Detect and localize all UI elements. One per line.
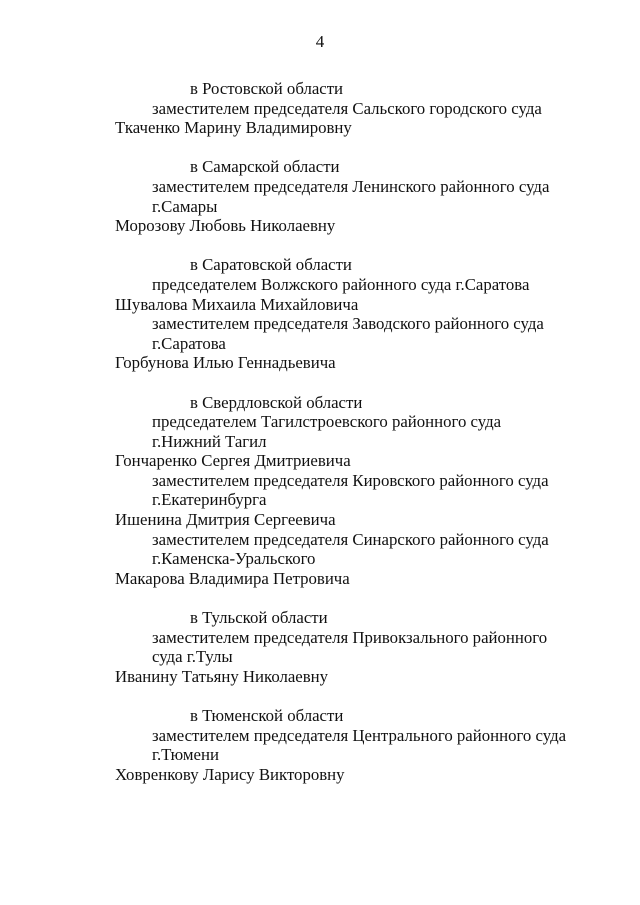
position-line: заместителем председателя Кировского районного суда (152, 470, 549, 490)
region-heading: в Саратовской области (190, 255, 352, 275)
position-line: г.Нижний Тагил (152, 431, 267, 451)
section-gap (0, 138, 640, 158)
region-section (0, 255, 640, 373)
appointment-entry (0, 412, 640, 471)
person-name: Макарова Владимира Петровича (115, 568, 350, 588)
region-section (0, 79, 640, 138)
appointment-entry (0, 628, 640, 687)
position-line: суда г.Тулы (152, 647, 233, 667)
person-name: Иванину Татьяну Николаевну (115, 666, 329, 686)
person-name: Шувалова Михаила Михайловича (115, 294, 359, 314)
appointment-entry (0, 177, 640, 236)
section-gap (0, 686, 640, 706)
region-section (0, 608, 640, 686)
region-section (0, 393, 640, 589)
appointment-entry (0, 530, 640, 589)
position-line: г.Каменска-Уральского (152, 549, 316, 569)
person-name: Морозову Любовь Николаевну (115, 216, 336, 236)
region-heading: в Ростовской области (190, 79, 344, 98)
section-gap (0, 373, 640, 393)
section-gap (0, 588, 640, 608)
person-name: Ишенина Дмитрия Сергеевича (115, 510, 336, 530)
appointment-entry (0, 99, 640, 138)
position-line: заместителем председателя Заводского районного суда (152, 314, 544, 334)
appointment-entry (0, 726, 640, 785)
region-section (0, 706, 640, 784)
person-name: Горбунова Илью Геннадьевича (115, 353, 336, 373)
person-name: Ховренкову Ларису Викторовну (115, 764, 345, 784)
document-body (0, 79, 640, 784)
position-line: заместителем председателя Ленинского районного суда (152, 176, 550, 196)
position-line: заместителем председателя Центрального районного суда (152, 725, 567, 745)
position-line: председателем Волжского районного суда г.Саратова (152, 274, 530, 294)
region-heading: в Тюменской области (190, 706, 344, 725)
section-gap (0, 236, 640, 256)
position-line: г.Самары (152, 196, 218, 216)
appointment-entry (0, 275, 640, 314)
appointment-entry (0, 314, 640, 373)
position-line: заместителем председателя Сальского городского суда (152, 98, 542, 118)
position-line: г.Екатеринбурга (152, 490, 267, 510)
appointment-entry (0, 471, 640, 530)
page-number: 4 (315, 32, 325, 51)
person-name: Гончаренко Сергея Дмитриевича (115, 451, 351, 471)
region-heading: в Тульской области (190, 608, 328, 628)
position-line: заместителем председателя Синарского районного суда (152, 529, 549, 549)
region-section (0, 157, 640, 235)
region-heading: в Самарской области (190, 157, 340, 177)
region-heading: в Свердловской области (190, 392, 363, 412)
position-line: г.Тюмени (152, 745, 219, 765)
position-line: председателем Тагилстроевского районного суда (152, 412, 502, 432)
position-line: г.Саратова (152, 333, 226, 353)
person-name: Ткаченко Марину Владимировну (115, 118, 352, 138)
position-line: заместителем председателя Привокзального районного (152, 627, 548, 647)
